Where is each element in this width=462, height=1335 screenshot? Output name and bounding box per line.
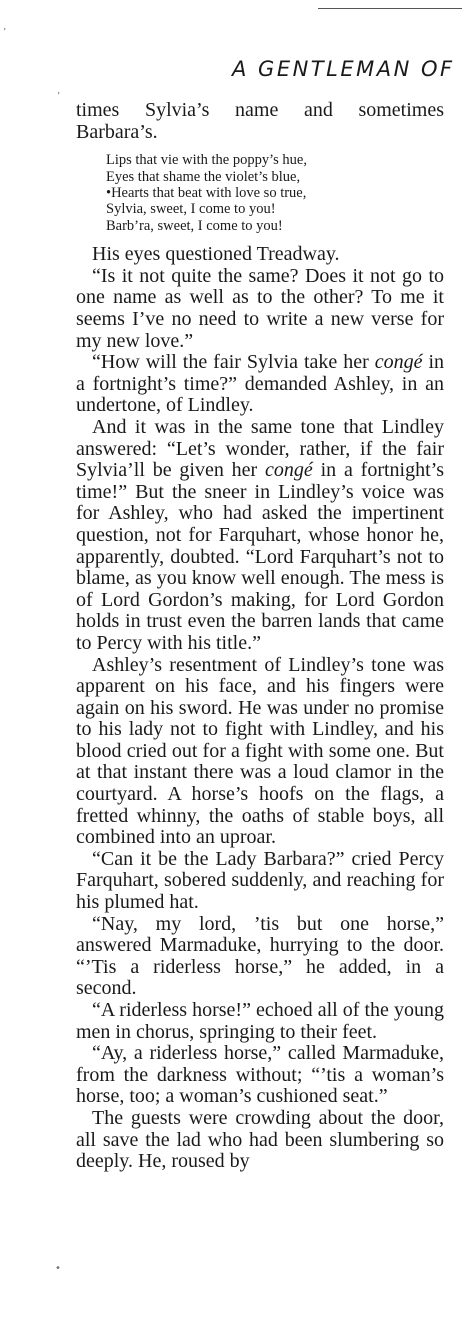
text-run: in a fortnight’s time?” demanded Ashley, in an undertone, of Lindley. [76, 351, 444, 417]
margin-mark-top: ’ [3, 27, 7, 38]
paragraph: “Ay, a riderless horse,” called Marmaduke, from the darkness without; “’tis a woman’s horse, too; a woman’s cushioned seat.” [76, 1042, 444, 1108]
margin-mark-mid: ’ [57, 91, 61, 102]
body-text [76, 100, 444, 1173]
italic-word: congé [374, 351, 423, 374]
paragraph [76, 417, 444, 655]
paragraph: “Is it not quite the same? Does it not go to one name as well as to the other? To me it seems I’ve no need to write a new verse for my new love.” [76, 264, 444, 352]
poem-line: Sylvia, sweet, I come to you! [106, 201, 276, 218]
poem-stanza [106, 152, 444, 234]
poem-line: Lips that vie with the poppy’s hue, [106, 152, 307, 169]
italic-word: congé [265, 459, 313, 482]
paragraph [76, 352, 444, 417]
top-rule [318, 8, 462, 9]
poem-line: Eyes that shame the violet’s blue, [106, 168, 301, 185]
poem-line: Barb’ra, sweet, I come to you! [106, 217, 283, 234]
paragraph: His eyes questioned Treadway. [92, 243, 340, 266]
text-run: “How will the fair Sylvia take her [92, 351, 375, 374]
paragraph: “Nay, my lord, ’tis but one horse,” answered Marmaduke, hurrying to the door. “’Tis a riderless horse,” he added, in a second. [76, 912, 444, 1000]
poem-line: •Hearts that beat with love so true, [106, 185, 307, 201]
text-run: And it was in the same tone that Lindley answered: “Let’s wonder, rather, if the fair Sylvia’ll be given her [76, 415, 444, 482]
paragraph: The guests were crowding about the door, all save the lad who had been slumbering so deeply. He, roused by [76, 1106, 444, 1173]
running-header: A GENTLEMAN OF [232, 57, 455, 81]
text-run: in a fortnight’s time!” But the sneer in Lindley’s voice was for Ashley, who had asked the impertinent question, not for Farquhart, whose honor he, apparently, doubted. “Lord Farquhart’s not to blame, as you know well enough. The mess is of Lord Gordon’s making, for Lord Gordon holds in trust even the barren lands that came to Percy with his title.” [76, 459, 445, 654]
paragraph: “Can it be the Lady Barbara?” cried Percy Farquhart, sobered suddenly, and reaching for his plumed hat. [76, 847, 444, 914]
paragraph: Ashley’s resentment of Lindley’s tone was apparent on his face, and his fingers were again on his sword. He was under no promise to his lady not to fight with Lindley, and his blood cried out for a fight with some one. But at that instant there was a loud clamor in the courtyard. A horse’s hoofs on the flags, a fretted whinny, the oaths of stable boys, all combined into an uproar. [76, 653, 444, 849]
margin-mark-lower: • [55, 1263, 61, 1274]
paragraph: times Sylvia’s name and sometimes Barbara’s. [76, 99, 444, 143]
paragraph: “A riderless horse!” echoed all of the young men in chorus, springing to their feet. [76, 999, 444, 1043]
